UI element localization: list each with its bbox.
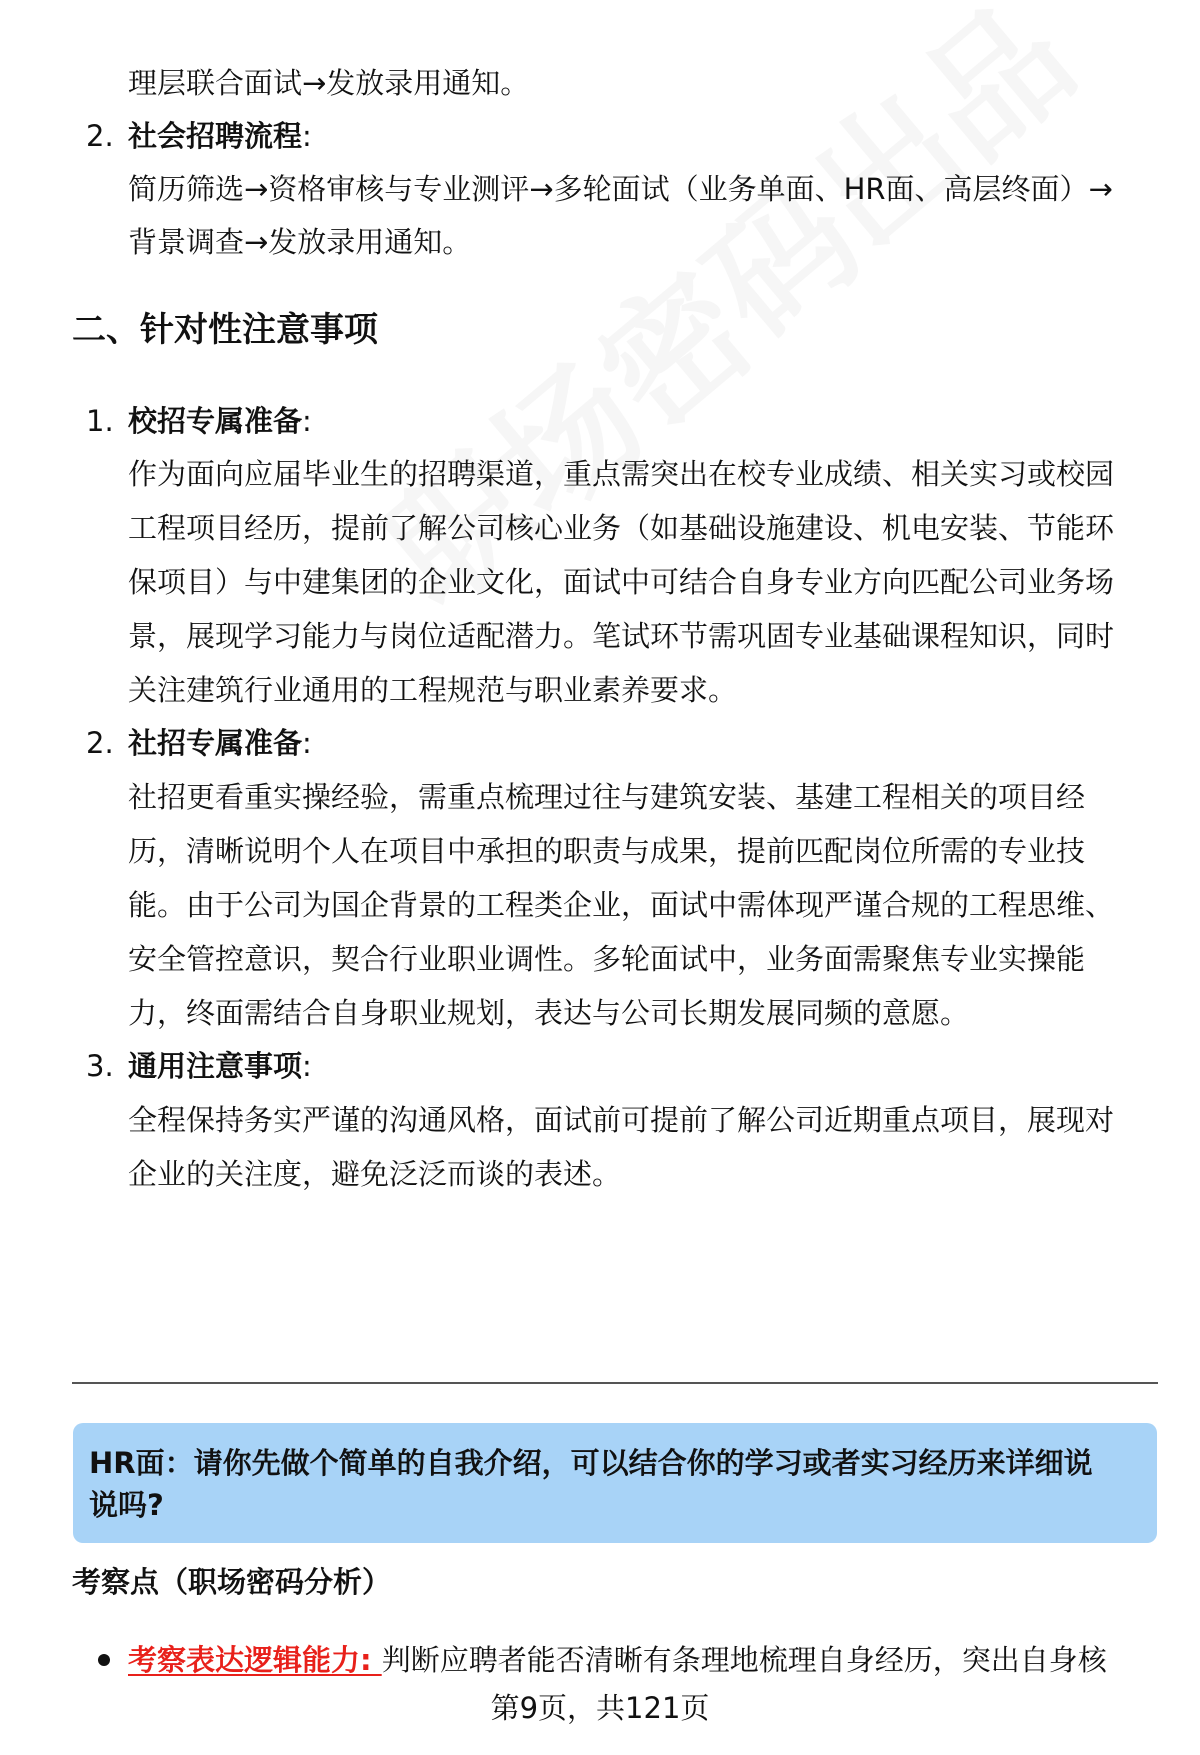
analysis-heading: 考察点（职场密码分析） [72,1565,392,1599]
paragraph-line: 作为面向应届毕业生的招聘渠道，重点需突出在校专业成绩、相关实习或校园 [128,457,1115,491]
item-title-colon: : [302,119,312,153]
paragraph-line: 能。由于公司为国企背景的工程类企业，面试中需体现严谨合规的工程思维、 [128,888,1115,922]
item-title-text: 校招专属准备 [128,404,303,438]
paragraph-line: 景，展现学习能力与岗位适配潜力。笔试环节需巩固专业基础课程知识，同时 [128,619,1115,653]
bullet-dot-icon [98,1654,110,1666]
paragraph-line: 关注建筑行业通用的工程规范与职业素养要求。 [128,673,738,707]
item-title [128,116,312,156]
item-number: 1. [86,404,114,438]
item-title-text: 社招专属准备 [128,726,303,760]
paragraph-line: 工程项目经历，提前了解公司核心业务（如基础设施建设、机电安装、节能环 [128,511,1115,545]
paragraph-line: 力，终面需结合自身职业规划，表达与公司长期发展同频的意愿。 [128,996,970,1030]
paragraph-line: 保项目）与中建集团的企业文化，面试中可结合自身专业方向匹配公司业务场 [128,565,1115,599]
bullet-item [128,1640,1107,1680]
paragraph-line: 背景调查→发放录用通知。 [128,225,472,259]
item-title [128,1046,312,1086]
bullet-label: 考察表达逻辑能力: [128,1643,382,1677]
section-heading: 二、针对性注意事项 [72,310,378,350]
item-title-text: 社会招聘流程 [128,119,303,153]
item-number: 3. [86,1049,114,1083]
item-title-text: 通用注意事项 [128,1049,303,1083]
paragraph-line: 社招更看重实操经验，需重点梳理过往与建筑安装、基建工程相关的项目经 [128,780,1086,814]
item-number: 2. [86,119,114,153]
question-box [73,1423,1157,1543]
bullet-text: 判断应聘者能否清晰有条理地梳理自身经历，突出自身核 [381,1643,1107,1677]
item-title [128,401,312,441]
paragraph-line: 简历筛选→资格审核与专业测评→多轮面试（业务单面、HR面、高层终面）→ [128,172,1113,206]
paragraph-line: 企业的关注度，避免泛泛而谈的表述。 [128,1157,622,1191]
section-divider [72,1382,1158,1384]
item-title [128,723,312,763]
page-footer: 第9页，共121页 [490,1691,710,1725]
paragraph-line: 全程保持务实严谨的沟通风格，面试前可提前了解公司近期重点项目，展现对 [128,1103,1115,1137]
item-title-colon: : [302,726,312,760]
item-title-colon: : [302,404,312,438]
item-title-colon: : [302,1049,312,1083]
paragraph-line: 历，清晰说明个人在项目中承担的职责与成果，提前匹配岗位所需的专业技 [128,834,1086,868]
item-number: 2. [86,726,114,760]
paragraph-line: 安全管控意识，契合行业职业调性。多轮面试中，业务面需聚焦专业实操能 [128,942,1086,976]
intro-tail: 理层联合面试→发放录用通知。 [128,66,530,100]
question-line: 说吗? [89,1488,164,1522]
question-line: HR面：请你先做个简单的自我介绍，可以结合你的学习或者实习经历来详细说 [89,1446,1093,1480]
